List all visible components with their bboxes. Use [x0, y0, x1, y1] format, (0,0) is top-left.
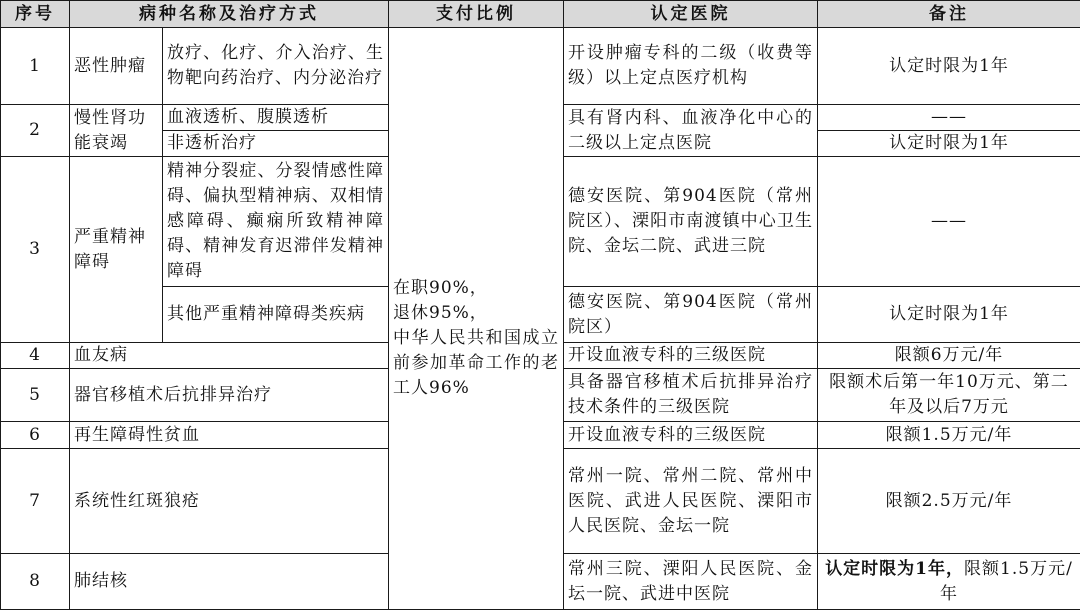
- header-payment: 支付比例: [389, 1, 564, 28]
- treatment-method: 其他严重精神障碍类疾病: [163, 287, 389, 343]
- disease-name: 系统性红斑狼疮: [70, 449, 389, 554]
- note: 限额6万元/年: [818, 343, 1080, 369]
- treatment-method: 精神分裂症、分裂情感性障碍、偏执型精神病、双相情感障碍、癫痫所致精神障碍、精神发育迟滞伴发精神障碍: [163, 157, 389, 287]
- note: 认定时限为1年: [818, 28, 1080, 105]
- disease-name: 血友病: [70, 343, 389, 369]
- designated-hospital: 德安医院、第904医院（常州院区）、溧阳市南渡镇中心卫生院、金坛二院、武进三院: [564, 157, 818, 287]
- disease-name: 再生障碍性贫血: [70, 422, 389, 449]
- treatment-method: 血液透析、腹膜透析: [163, 105, 389, 131]
- row-number: 5: [1, 369, 70, 422]
- row-number: 6: [1, 422, 70, 449]
- designated-hospital: 常州三院、溧阳人民医院、金坛一院、武进中医院: [564, 554, 818, 610]
- row-number: 7: [1, 449, 70, 554]
- note: [818, 554, 1080, 610]
- designated-hospital: 开设血液专科的三级医院: [564, 343, 818, 369]
- disease-name: 慢性肾功能衰竭: [70, 105, 163, 157]
- payment-ratio-veteran: 中华人民共和国成立前参加革命工作的老工人96%: [393, 326, 559, 401]
- note: ——: [818, 157, 1080, 287]
- header-note: 备注: [818, 1, 1080, 28]
- designated-hospital: 常州一院、常州二院、常州中医院、武进人民医院、溧阳市人民医院、金坛一院: [564, 449, 818, 554]
- note-limit: 限额1.5万元/年: [940, 559, 1073, 604]
- row-number: 1: [1, 28, 70, 105]
- note-emphasis: 认定时限为1年，: [825, 559, 964, 579]
- designated-hospital: 开设肿瘤专科的二级（收费等级）以上定点医疗机构: [564, 28, 818, 105]
- note: 认定时限为1年: [818, 131, 1080, 157]
- designated-hospital: 开设血液专科的三级医院: [564, 422, 818, 449]
- header-no: 序号: [1, 1, 70, 28]
- row-number: 3: [1, 157, 70, 343]
- designated-hospital: 具有肾内科、血液净化中心的二级以上定点医院: [564, 105, 818, 157]
- note: 限额2.5万元/年: [818, 449, 1080, 554]
- header-disease: 病种名称及治疗方式: [70, 1, 389, 28]
- row-number: 8: [1, 554, 70, 610]
- treatment-method: 非透析治疗: [163, 131, 389, 157]
- treatment-method: 放疗、化疗、介入治疗、生物靶向药治疗、内分泌治疗: [163, 28, 389, 105]
- note: ——: [818, 105, 1080, 131]
- disease-name: 器官移植术后抗排异治疗: [70, 369, 389, 422]
- note: 限额术后第一年10万元、第二年及以后7万元: [818, 369, 1080, 422]
- row-number: 2: [1, 105, 70, 157]
- payment-ratio-cell: [389, 28, 564, 610]
- designated-hospital: 具备器官移植术后抗排异治疗技术条件的三级医院: [564, 369, 818, 422]
- payment-ratio-retired: 退休95%，: [393, 301, 559, 326]
- table-row: [1, 28, 1080, 105]
- disease-name: 恶性肿瘤: [70, 28, 163, 105]
- header-hospital: 认定医院: [564, 1, 818, 28]
- note: 认定时限为1年: [818, 287, 1080, 343]
- header-row: [1, 1, 1080, 28]
- row-number: 4: [1, 343, 70, 369]
- note: 限额1.5万元/年: [818, 422, 1080, 449]
- disease-name: 严重精神障碍: [70, 157, 163, 343]
- designated-hospital: 德安医院、第904医院（常州院区）: [564, 287, 818, 343]
- disease-name: 肺结核: [70, 554, 389, 610]
- payment-ratio-active: 在职90%，: [393, 276, 559, 301]
